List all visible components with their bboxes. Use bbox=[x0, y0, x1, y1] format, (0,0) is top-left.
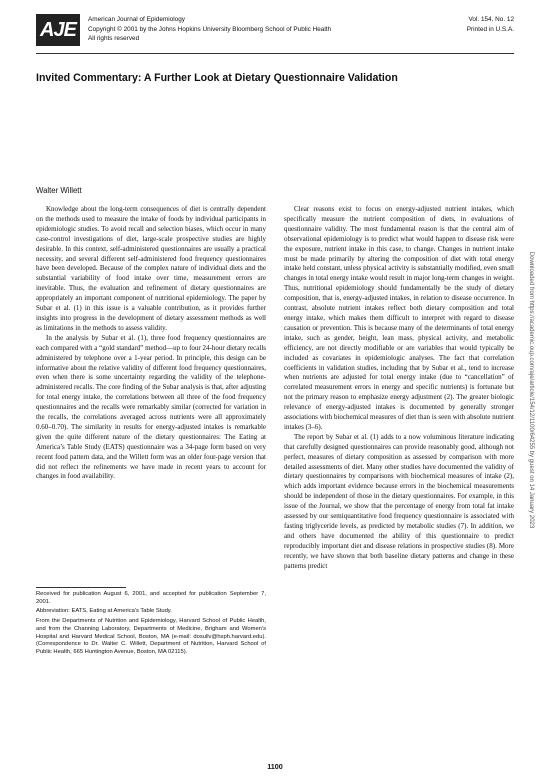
paragraph: Clear reasons exist to focus on energy-adjusted nutrient intakes, which specifically measure the nutrient composition of diets, in evaluations of questionnaire validity. The most fundamental reason is that the central aim of observational epidemiology is to predict what would happen to disease risk were the exposure, nutrient intake in this case, to change. Changes in nutrient intake must be made primarily by altering the composition of diet with total energy intake held constant, unless physical activity is substantially modified, even small changes in total energy intake would result in major long-term changes in weight. Thus, nutritional epidemiology should fundamentally be the study of dietary composition, that is, energy-adjusted intakes, in relation to disease occurrence. In contrast, absolute nutrient intakes reflect both dietary composition and total energy intake, which makes them difficult to interpret with regard to disease causation or prevention. This is because many of the determinants of total energy intake, such as gender, height, lean mass, physical activity, and metabolic efficiency, are not directly modifiable or are variables that would typically be included as covariates in epidemiologic analyses. The fact that correlation coefficients in validation studies, including that by Subar et al., tend to increase when nutrients are adjusted for total energy intake (due to “cancellation” of correlated measurement errors in energy and specific nutrients) is fortunate but not the primary reason to emphasize energy adjustment (2). The greater biologic relevance of energy-adjusted intakes is documented by generally stronger associations with biochemical measures of diet than is seen with absolute nutrient intakes (3–6). bbox=[284, 205, 514, 431]
copyright-line: Copyright © 2001 by the Johns Hopkins University Bloomberg School of Public Health bbox=[88, 25, 332, 33]
journal-logo: AJE bbox=[36, 14, 80, 46]
right-column bbox=[284, 205, 514, 572]
abbreviation-note: Abbreviation: EATS, Eating at America’s Table Study. bbox=[36, 608, 172, 615]
footnote-divider bbox=[36, 587, 126, 588]
volume-line: Vol. 154, No. 12 bbox=[468, 16, 514, 23]
rights-line: All rights reserved bbox=[88, 35, 140, 42]
article-title: Invited Commentary: A Further Look at Dietary Questionnaire Validation bbox=[36, 72, 398, 84]
paragraph: In the analysis by Subar et al. (1), three food frequency questionnaires are each compared with a “gold standard” method—up to four 24-hour dietary recalls administered by telephone over a 1-year period. In principle, this design can be informative about the relative validity of different food frequency questionnaires, even when there is some uncertainty regarding the validity of the telephone-administered recalls. The core finding of the Subar analysis is that, after adjusting for total energy intake, the correlations between all three of the food frequency questionnaires and the recalls were remarkably similar (corrected for variation in the recalls, the correlations averaged across nutrients were all approximately 0.60–0.70). The similarity in results for energy-adjusted intakes is remarkable given the quite different nature of the dietary questionnaires: The Eating at America’s Table Study (EATS) questionnaire was a 34-page form based on very recent food pattern data, and the Willett form was an older four-page version that did not reflect the refinements we have made in recent years to account for changes in food availability. bbox=[36, 333, 266, 481]
printed-line: Printed in U.S.A. bbox=[466, 25, 514, 33]
header-divider bbox=[36, 53, 514, 54]
issue-info bbox=[467, 15, 514, 34]
journal-info bbox=[88, 15, 331, 44]
download-watermark-text: Downloaded from https://academic.oup.com/aje/article/154/12/1100/64255 by guest on 14 January 2023 bbox=[528, 251, 534, 529]
footnote bbox=[36, 591, 266, 659]
paragraph: Knowledge about the long-term consequences of diet is centrally dependent on the methods used to measure the intake of foods by individual participants in epidemiologic studies. To avoid recall and selection biases, which occur in many case-control investigations of diet, large-scale prospective studies are highly desirable. In this context, self-administered questionnaires are usually a practical necessity, and several different self-administered food frequency questionnaires have been developed. Because of the complex nature of individual diets and the substantial variability of food intake over time, measurement errors are inevitable. Thus, the evaluation and refinement of dietary questionnaires are appropriately an important component of nutritional epidemiology. The paper by Subar et al. (1) in this issue is a valuable contribution, as it provides further insights into progress in the development of dietary assessment methods as well as limitations in the methods to assess validity. bbox=[36, 205, 266, 332]
left-column bbox=[36, 205, 266, 482]
affiliation-note: From the Departments of Nutrition and Epidemiology, Harvard School of Public Health, and from the Channing Laboratory, Departments of Medicine, Brigham and Women’s Hospital and Harvard Medical School, Boston, MA (e-mail: dosullv@hsph.harvard.edu). (Correspondence to Dr. Walter C. Willett, Department of Nutrition, Harvard School of Public Health, 665 Huntington Avenue, Boston, MA 02115). bbox=[36, 618, 266, 655]
journal-header bbox=[36, 14, 514, 50]
journal-name: American Journal of Epidemiology bbox=[88, 16, 185, 23]
article-author: Walter Willett bbox=[36, 186, 82, 195]
received-note: Received for publication August 6, 2001, and accepted for publication September 7, 2001. bbox=[36, 591, 266, 605]
download-watermark bbox=[526, 210, 536, 570]
paragraph: The report by Subar et al. (1) adds to a now voluminous literature indicating that carefully designed questionnaires can provide reasonably good, although not perfect, measures of dietary composition as assessed by comparison with more detailed assessments of diet. Many other studies have documented the validity of dietary questionnaires by comparisons with biochemical measures of intake (2), which adds important evidence because errors in the biochemical measurements should be independent of those in the dietary questionnaires. For example, in this issue of the Journal, we show that the percentage of energy from total fat intake assessed by our semiquantitative food frequency questionnaire is associated with fasting triglyceride levels, as predicted by metabolic studies (7). In addition, we and others have documented the ability of this questionnaire to predict reproducibly important diet and disease relations in prospective studies (8). More recently, we have shown that both baseline dietary patterns and change in these patterns predict bbox=[284, 432, 514, 570]
page-number: 1100 bbox=[267, 762, 283, 771]
